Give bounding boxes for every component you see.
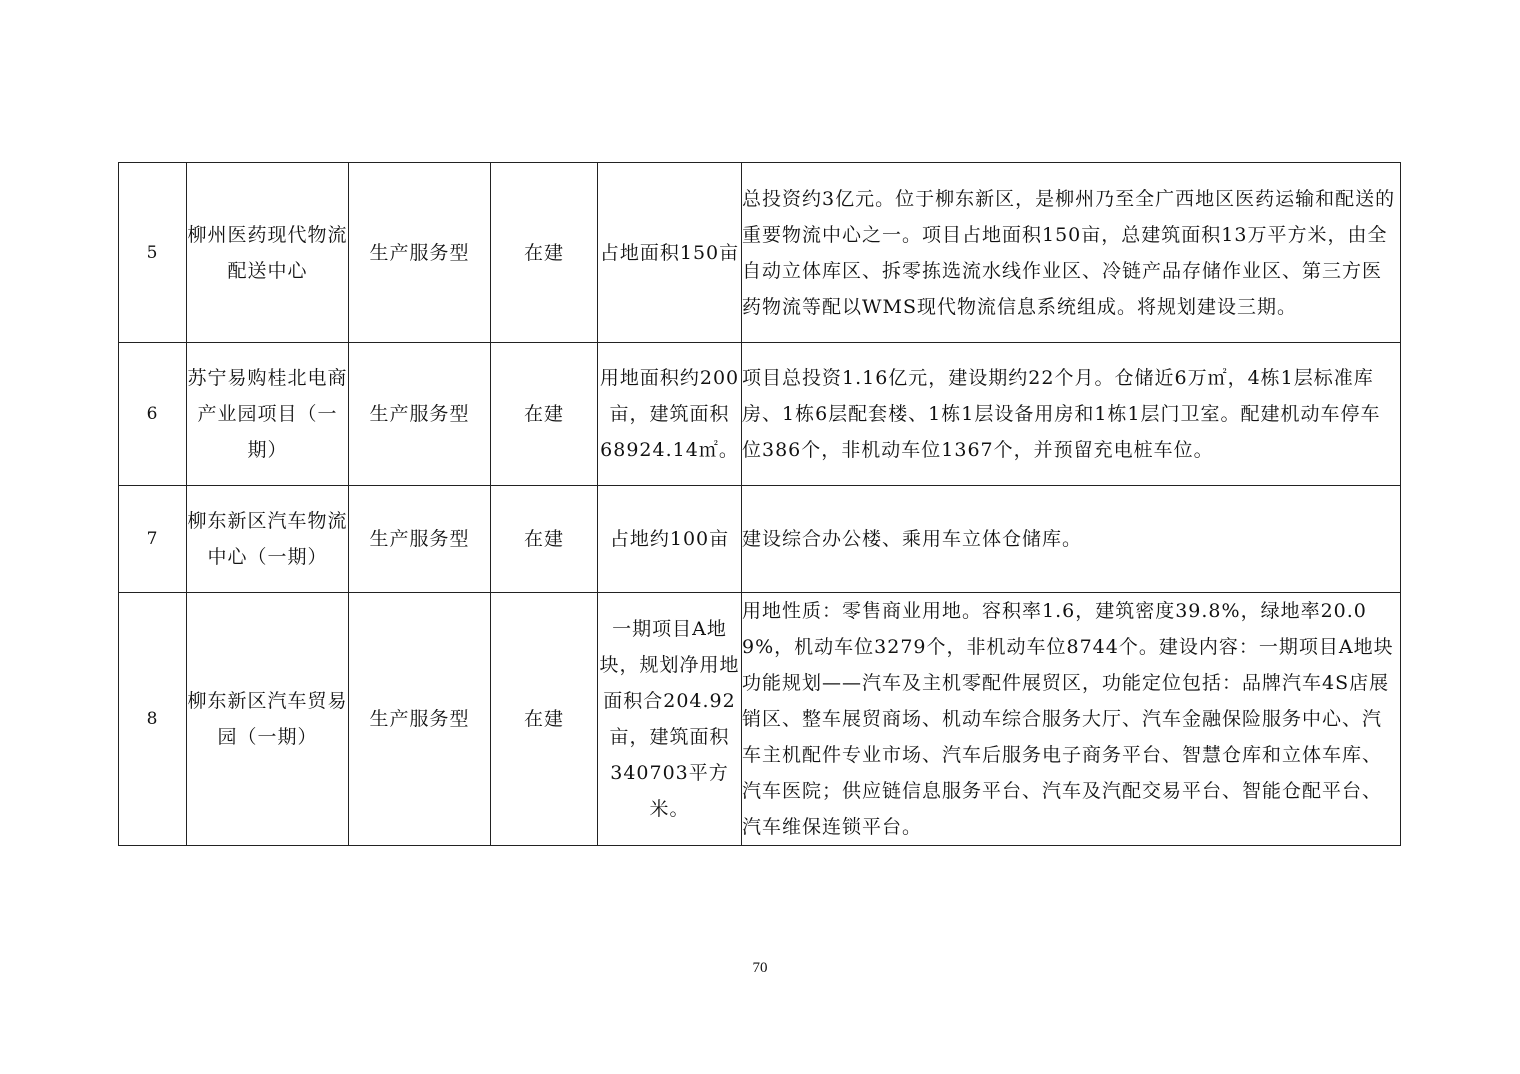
project-type: 生产服务型 (349, 163, 491, 343)
row-number: 7 (119, 486, 187, 593)
row-number: 6 (119, 343, 187, 486)
project-area: 一期项目A地块，规划净用地面积合204.92亩，建筑面积340703平方米。 (598, 593, 742, 846)
project-name: 苏宁易购桂北电商产业园项目（一期） (187, 343, 349, 486)
table-row (119, 486, 1401, 593)
project-description: 总投资约3亿元。位于柳东新区，是柳州乃至全广西地区医药运输和配送的重要物流中心之一。项目占地面积150亩，总建筑面积13万平方米，由全自动立体库区、拆零拣选流水线作业区、冷链产品存储作业区、第三方医药物流等配以WMS现代物流信息系统组成。将规划建设三期。 (742, 163, 1401, 343)
table-row (119, 163, 1401, 343)
project-type: 生产服务型 (349, 343, 491, 486)
project-description: 用地性质：零售商业用地。容积率1.6，建筑密度39.8%，绿地率20.09%，机动车位3279个，非机动车位8744个。建设内容：一期项目A地块功能规划——汽车及主机零配件展贸区，功能定位包括：品牌汽车4S店展销区、整车展贸商场、机动车综合服务大厅、汽车金融保险服务中心、汽车主机配件专业市场、汽车后服务电子商务平台、智慧仓库和立体车库、汽车医院；供应链信息服务平台、汽车及汽配交易平台、智能仓配平台、汽车维保连锁平台。 (742, 593, 1401, 846)
row-number: 5 (119, 163, 187, 343)
project-area: 占地面积150亩 (598, 163, 742, 343)
project-name: 柳东新区汽车贸易园（一期） (187, 593, 349, 846)
project-type: 生产服务型 (349, 593, 491, 846)
project-description: 建设综合办公楼、乘用车立体仓储库。 (742, 486, 1401, 593)
page-number: 70 (752, 960, 768, 976)
project-name: 柳东新区汽车物流中心（一期） (187, 486, 349, 593)
table-row (119, 593, 1401, 846)
table-row (119, 343, 1401, 486)
project-name: 柳州医药现代物流配送中心 (187, 163, 349, 343)
row-number: 8 (119, 593, 187, 846)
project-area: 占地约100亩 (598, 486, 742, 593)
project-type: 生产服务型 (349, 486, 491, 593)
project-description: 项目总投资1.16亿元，建设期约22个月。仓储近6万㎡，4栋1层标准库房、1栋6层配套楼、1栋1层设备用房和1栋1层门卫室。配建机动车停车位386个，非机动车位1367个，并预留充电桩车位。 (742, 343, 1401, 486)
project-status: 在建 (491, 486, 598, 593)
project-area: 用地面积约200亩，建筑面积68924.14㎡。 (598, 343, 742, 486)
project-status: 在建 (491, 163, 598, 343)
project-status: 在建 (491, 593, 598, 846)
project-table (118, 162, 1401, 846)
project-status: 在建 (491, 343, 598, 486)
